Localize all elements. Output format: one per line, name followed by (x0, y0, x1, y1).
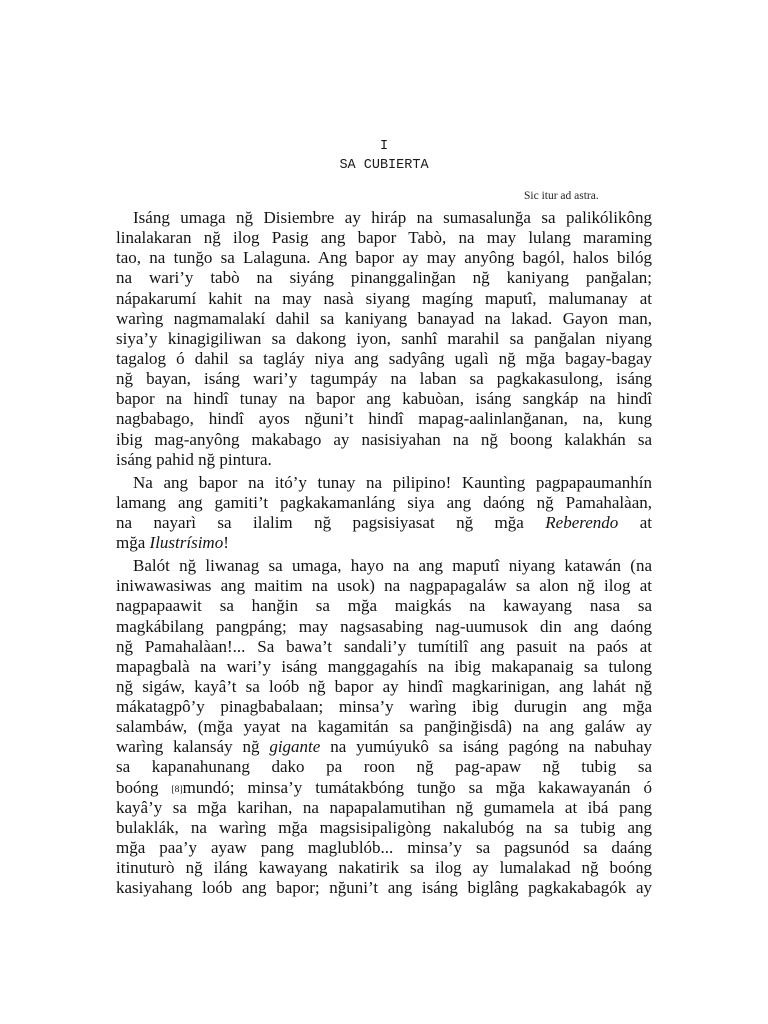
text-line: bapor na hindî tunay na bapor ang kabuòan, isáng sangkáp na hindî (116, 389, 652, 409)
text-line: kasiyahang loób ang bapor; nğuni’t ang isáng biglâng pagkakabagók ay (116, 878, 652, 898)
text-line: tagalog ó dahil sa tagláy niya ang sadyâng ugalì nğ mğa bagay-bagay (116, 348, 652, 368)
text-line (116, 737, 652, 757)
line-text: boóng (116, 777, 172, 797)
line-text: at (618, 512, 652, 532)
text-line: mapagbalà na wari’y isáng manggagahís na ibig makapanaig sa tulong (116, 656, 652, 676)
text-line: Na ang bapor na itó’y tunay na pilipino! Kauntìng pagpapaumanhín (133, 472, 652, 492)
body-text (116, 208, 652, 901)
text-line: warìng nagmamalakí dahil sa kaniyang banayad na lakad. Gayon man, (116, 308, 652, 328)
chapter-number: I (379, 139, 389, 154)
paragraph (116, 208, 652, 470)
text-line: sa kapanahunang dako pa roon nğ pag-apaw nğ tubig sa (116, 757, 652, 777)
paragraph (116, 556, 652, 898)
text-line: nğ sigáw, kayâ’t sa loób nğ bapor ay hindî magkarinigan, ang lahát nğ (116, 676, 652, 696)
paragraph (116, 473, 652, 554)
text-line: nğ bayan, isáng wari’y tagumpáy na laban sa pagkakasulong, isáng (116, 369, 652, 389)
text-line: Balót nğ liwanag sa umaga, hayo na ang maputî niyang katawán (na (133, 556, 652, 576)
text-line: lamang ang gamiti’t pagkakamanláng siya ang daóng nğ Pamahalàan, (116, 492, 652, 512)
text-line: nagpapaawit sa hanğin sa mğa maigkás na kawayang nasa sa (116, 596, 652, 616)
italic-term: Reberendo (545, 512, 619, 532)
chapter-heading (0, 137, 768, 175)
text-line: Isáng umaga nğ Disiembre ay hiráp na sumasalunğa sa palikólikông (133, 208, 652, 227)
text-line (116, 778, 652, 798)
text-line: ibig mag-anyông makabago ay nasisiyahan na nğ boong kalakhán sa (116, 429, 652, 449)
text-line: tao, na tunğo sa Lalaguna. Ang bapor ay may anyông bagól, halos bilóg (116, 248, 652, 268)
text-line: bulaklák, na warìng mğa magsisipaligòng nakalubóg na sa tubig ang (116, 817, 652, 837)
line-text: ! (223, 533, 229, 553)
text-line: na wari’y tabò na siyáng pinanggalinğan nğ kaniyang panğalan; (116, 268, 652, 288)
chapter-title: SA CUBIERTA (339, 158, 429, 173)
text-line: nápakarumí kahit na may nasà siyang magíng maputî, malumanay at (116, 288, 652, 308)
text-line: kayâ’y sa mğa karihan, na napapalamutihan nğ gumamela at ibá pang (116, 797, 652, 817)
page-number-marker: [8] (171, 784, 183, 795)
text-line: siya’y kinagigiliwan sa dakong iyon, sanhî marahil sa panğalan niyang (116, 328, 652, 348)
line-text: mğa (116, 533, 150, 553)
line-text: na nayarì sa ilalim nğ pagsisiyasat nğ mğa (116, 512, 546, 532)
text-line: nğ Pamahalàan!... Sa bawa’t sandali’y tumítilî ang pasuit na paós at (116, 636, 652, 656)
line-text: na yumúyukô sa isáng pagóng na nabuhay (320, 737, 652, 757)
text-line: itinuturò nğ iláng kawayang nakatirik sa ilog ay lumalakad nğ boóng (116, 858, 652, 878)
italic-term: gigante (269, 737, 321, 757)
text-line: nagbabago, hindî ayos nğuni’t hindî mapag-aalinlanğanan, na, kung (116, 409, 652, 429)
text-line: mákatagpô’y pinagbabalaan; minsa’y warìng ibig durugin ang mğa (116, 697, 652, 717)
text-line (116, 533, 652, 553)
epigraph: Sic itur ad astra. (524, 190, 599, 202)
line-text: mundó; minsa’y tumátakbóng tunğo sa mğa kakawayanán ó (182, 777, 652, 797)
text-line (116, 513, 652, 533)
line-text: warìng kalansáy nğ (116, 737, 270, 757)
text-line: salambáw, (mğa yayat na kagamitán sa panğinğisdâ) na ang galáw ay (116, 717, 652, 737)
text-line: isáng pahid nğ pintura. (116, 449, 272, 469)
text-line: iniwawasiwas ang maitim na usok) na nagpapagaláw sa alon nğ ilog at (116, 576, 652, 596)
text-line: magkábilang pangpáng; may nagsasabing nag-uumusok din ang daóng (116, 616, 652, 636)
text-line: mğa paa’y ayaw pang maglublób... minsa’y sa pagsunód sa daáng (116, 838, 652, 858)
text-line: linalakaran nğ ilog Pasig ang bapor Tabò, na may lulang maraming (116, 228, 652, 248)
italic-term: Ilustrísimo (149, 533, 224, 553)
